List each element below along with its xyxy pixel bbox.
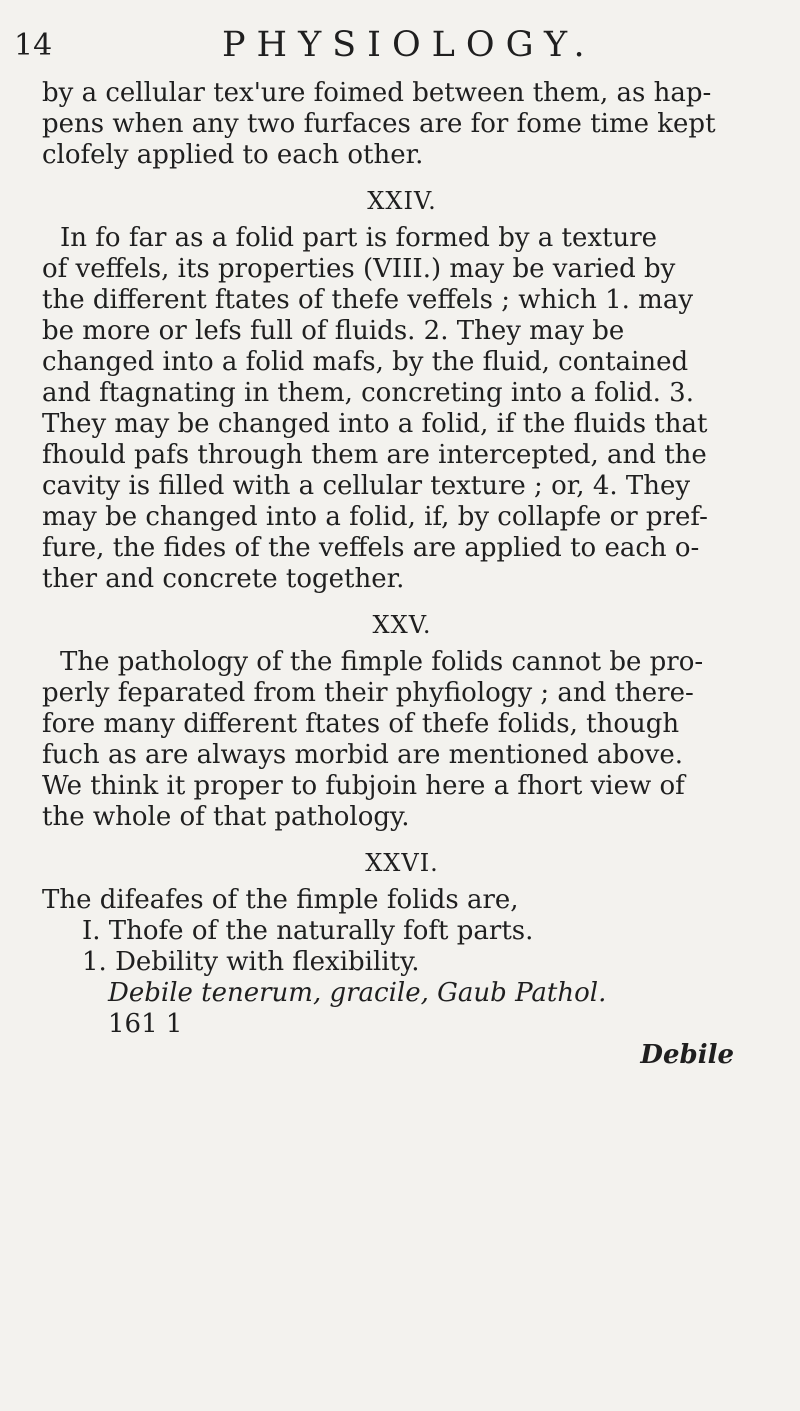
text-line: fhould pafs through them are intercepted, and the (42, 440, 707, 470)
running-head (14, 22, 634, 70)
text-line: the different ftates of thefe veffels ; which 1. may (42, 285, 694, 315)
running-title: PHYSIOLOGY. (222, 25, 596, 65)
text-line: They may be changed into a folid, if the fluids that (42, 409, 708, 439)
page-number: 14 (14, 28, 53, 63)
text-line: and ftagnating in them, concreting into a folid. 3. (42, 378, 694, 408)
text-line: clofely applied to each other. (42, 140, 424, 170)
text-line: fore many different ftates of thefe folids, though (42, 709, 680, 739)
list-item: I. Thofe of the naturally foft parts. (82, 916, 534, 946)
text-line: fure, the fides of the veffels are applied to each o- (42, 533, 700, 563)
text-line: In fo far as a folid part is formed by a texture (60, 223, 658, 253)
text-line: pens when any two furfaces are for fome time kept (42, 109, 716, 139)
section-heading-xxiv: XXIV. (367, 187, 437, 215)
text-line: by a cellular tex'ure foimed between them, as hap- (42, 78, 712, 108)
text-line: The difeafes of the fimple folids are, (42, 885, 519, 915)
text-line: fuch as are always morbid are mentioned above. (42, 740, 684, 770)
citation: Debile tenerum, gracile, Gaub Pathol. (108, 978, 607, 1008)
text-line: The pathology of the fimple folids cannot be pro- (60, 647, 704, 677)
section-heading-xxvi: XXVI. (365, 849, 439, 877)
section-heading-xxv: XXV. (372, 611, 432, 639)
text-line: the whole of that pathology. (42, 802, 410, 832)
text-line: may be changed into a folid, if, by collapfe or pref- (42, 502, 708, 532)
text-line: be more or lefs full of fluids. 2. They may be (42, 316, 625, 346)
text-line: ther and concrete together. (42, 564, 405, 594)
catchword: Debile (640, 1040, 734, 1070)
text-line: perly feparated from their phyfiology ; and there- (42, 678, 694, 708)
text-line: cavity is filled with a cellular texture ; or, 4. They (42, 471, 691, 501)
text-line: changed into a folid mafs, by the fluid, contained (42, 347, 689, 377)
list-item: 1. Debility with flexibility. (82, 947, 420, 977)
body-text (42, 78, 762, 1071)
text-line: We think it proper to fubjoin here a fhort view of (42, 771, 685, 801)
text-line: of veffels, its properties (VIII.) may be varied by (42, 254, 676, 284)
citation-reference: 161 1 (108, 1009, 183, 1039)
